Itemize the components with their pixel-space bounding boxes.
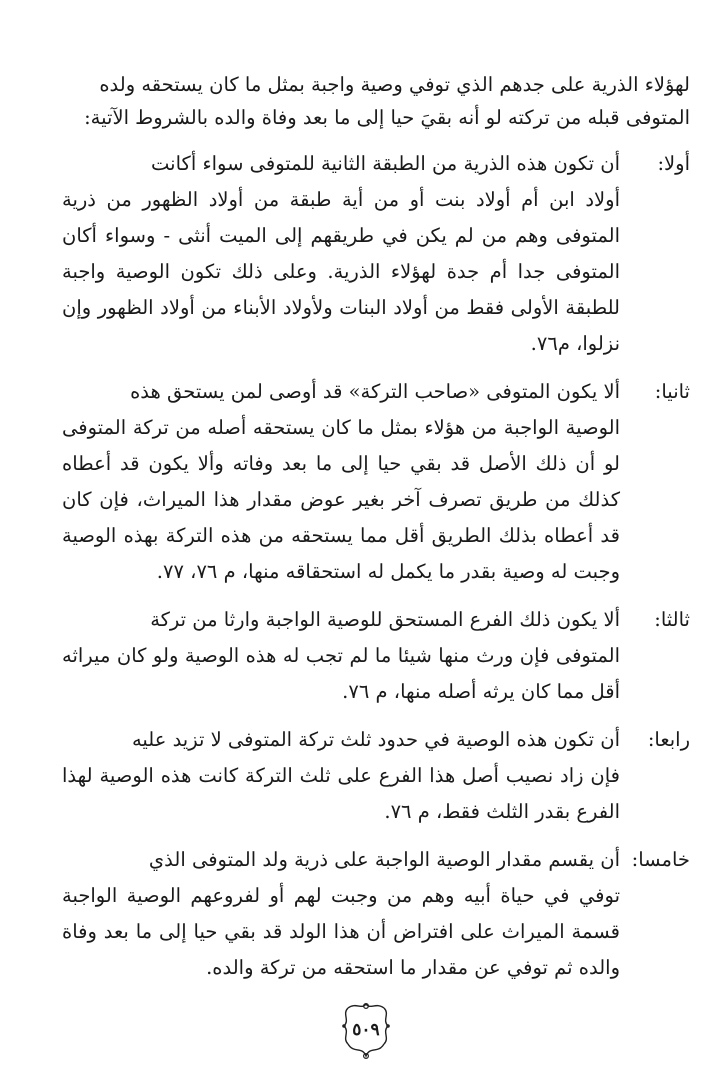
condition-item-fourth <box>62 722 690 830</box>
condition-first-line: أن يقسم مقدار الوصية الواجبة على ذرية ولد المتوفى الذي <box>148 848 620 871</box>
condition-label: رابعا: <box>647 728 690 751</box>
condition-item-second <box>62 374 690 590</box>
intro-line-2: المتوفى قبله من تركته لو أنه بقيَ حيا إلى ما بعد وفاة والده بالشروط الآتية: <box>84 106 690 129</box>
condition-text: فإن زاد نصيب أصل هذا الفرع على ثلث التركة كانت هذه الوصية لهذا الفرع بقدر الثلث فقط، م ٧٦. <box>62 764 620 823</box>
page-footer <box>338 1000 394 1062</box>
condition-text: توفي في حياة أبيه وهم من وجبت لهم أو لفروعهم الوصية الواجبة قسمة الميراث على افتراض أن هذا الولد قد بقي حيا إلى ما بعد وفاة والده ثم توفي عن مقدار ما استحقه من تركة والده. <box>62 884 620 979</box>
condition-text: أولاد ابن أم أولاد بنت أو من أية طبقة من أولاد الظهور من ذرية المتوفى وهم من لم يكن في طريقهم إلى الميت أنثى - وسواء أكان المتوفى جدا أم جدة لهؤلاء الذرية. وعلى ذلك تكون الوصية واجبة للطبقة الأولى فقط من أولاد البنات ولأولاد الأبناء من أولاد الظهور وإن نزلوا، م٧٦. <box>62 188 620 355</box>
condition-first-line: ألا يكون المتوفى «صاحب التركة» قد أوصى لمن يستحق هذه <box>130 380 620 403</box>
page-number: ٥٠٩ <box>352 1020 380 1040</box>
condition-item-first <box>62 146 690 362</box>
condition-text: الوصية الواجبة من هؤلاء بمثل ما كان يستحقه أصله من تركة المتوفى لو أن ذلك الأصل قد بقي حيا إلى ما بعد وفاته وألا يكون قد أعطاه كذلك من طريق تصرف آخر بغير عوض مقدار هذا الميراث، فإن كان قد أعطاه بذلك الطريق أقل مما يستحقه من هذه التركة بهذه الوصية وجبت له وصية بقدر ما يكمل له استحقاقه منها، م ٧٦، ٧٧. <box>62 416 620 583</box>
intro-paragraph <box>62 68 690 134</box>
condition-label: ثالثا: <box>654 608 690 631</box>
condition-label: أولا: <box>657 152 690 175</box>
condition-first-line: ألا يكون ذلك الفرع المستحق للوصية الواجبة وارثا من تركة <box>150 608 620 631</box>
condition-label: ثانيا: <box>654 380 690 403</box>
condition-first-line: أن تكون هذه الوصية في حدود ثلث تركة المتوفى لا تزيد عليه <box>131 728 620 751</box>
intro-line-1: لهؤلاء الذرية على جدهم الذي توفي وصية واجبة بمثل ما كان يستحقه ولده <box>99 73 690 96</box>
condition-first-line: أن تكون هذه الذرية من الطبقة الثانية للمتوفى سواء أكانت <box>151 152 620 175</box>
condition-item-fifth <box>62 842 690 986</box>
document-page <box>62 68 690 986</box>
condition-item-third <box>62 602 690 710</box>
condition-text: المتوفى فإن ورث منها شيئا ما لم تجب له هذه الوصية ولو كان ميراثه أقل مما كان يرثه أصله منها، م ٧٦. <box>62 644 620 703</box>
condition-label: خامسا: <box>631 848 690 871</box>
